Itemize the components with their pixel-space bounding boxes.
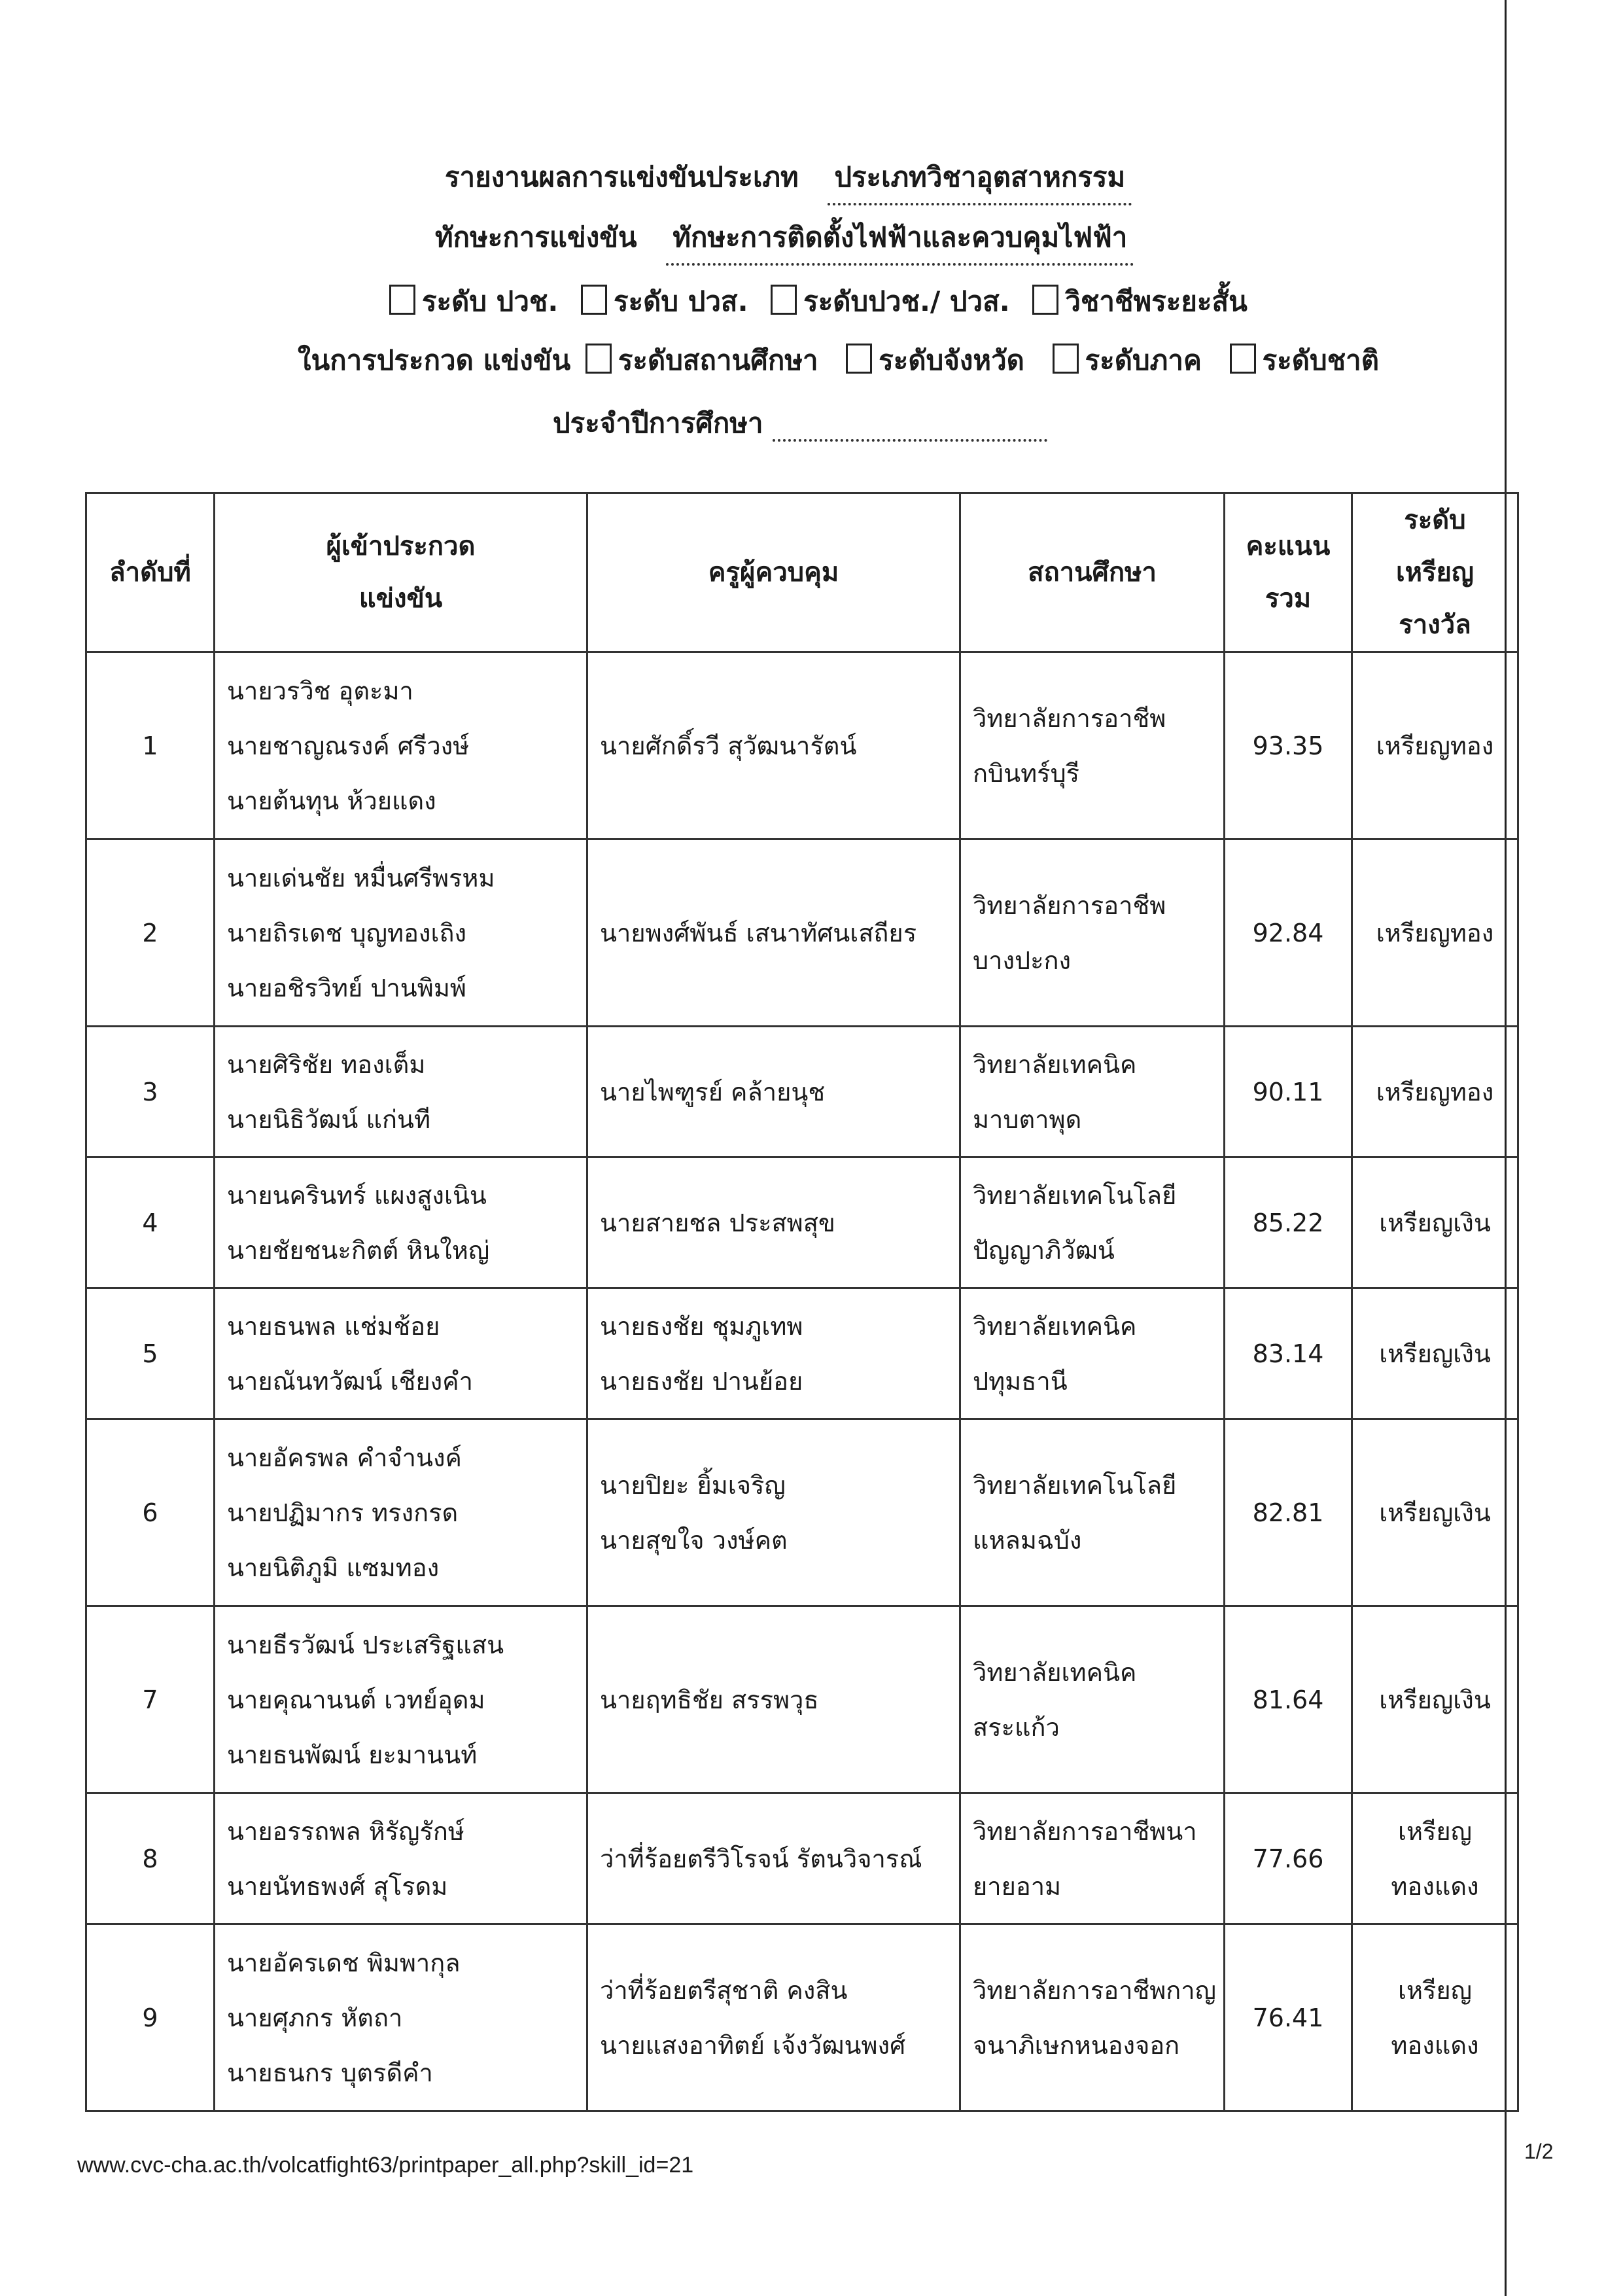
score-cell: 92.84 [1225,839,1352,1027]
level-option: ระดับปวช./ ปวส. [771,285,1010,317]
checkbox-icon [585,344,612,374]
teachers-cell: ว่าที่ร้อยตรีวิโรจน์ รัตนวิจารณ์ [587,1793,960,1924]
medal-cell: เหรียญ ทองแดง [1352,1924,1518,2111]
school-cell: วิทยาลัยการอาชีพนา ยายอาม [960,1793,1225,1924]
year-blank [773,407,1047,442]
school-cell: วิทยาลัยการอาชีพกาญ จนาภิเษกหนองจอก [960,1924,1225,2111]
rank-cell: 2 [86,839,215,1027]
contestants-cell: นายวรวิช อุตะมา นายชาญณรงค์ ศรีวงษ์ นายต้นทุน ห้วยแดง [215,652,587,839]
skill-label: ทักษะการแข่งขัน [435,221,637,253]
score-cell: 81.64 [1225,1606,1352,1793]
contestants-cell: นายนครินทร์ แผงสูงเนิน นายชัยชนะกิตต์ หินใหญ่ [215,1157,587,1288]
competition-label: ในการประกวด แข่งขัน [298,344,571,376]
level-option: ระดับ ปวส. [581,285,748,317]
contestants-cell: นายเด่นชัย หมื่นศรีพรหม นายถิรเดช บุญทองเถิง นายอชิรวิทย์ ปานพิมพ์ [215,839,587,1027]
results-table [85,492,1519,2112]
score-cell: 83.14 [1225,1288,1352,1419]
col-header-medal: ระดับ เหรียญรางวัล [1352,493,1518,652]
medal-cell: เหรียญเงิน [1352,1288,1518,1419]
medal-cell: เหรียญ ทองแดง [1352,1793,1518,1924]
teachers-cell: นายศักดิ์รวี สุวัฒนารัตน์ [587,652,960,839]
rank-cell: 7 [86,1606,215,1793]
competition-option: ระดับชาติ [1225,344,1379,376]
table-row [86,1157,1518,1288]
checkbox-icon [771,285,797,315]
score-cell: 93.35 [1225,652,1352,839]
score-cell: 77.66 [1225,1793,1352,1924]
teachers-cell: นายพงศ์พันธ์ เสนาทัศนเสถียร [587,839,960,1027]
contestants-cell: นายธีรวัฒน์ ประเสริฐแสน นายคุณานนต์ เวทย์อุดม นายธนพัฒน์ ยะมานนท์ [215,1606,587,1793]
medal-cell: เหรียญทอง [1352,652,1518,839]
checkbox-icon [1053,344,1079,374]
medal-cell: เหรียญเงิน [1352,1419,1518,1606]
table-row [86,1027,1518,1157]
competition-options [298,339,1392,382]
contestants-cell: นายอรรถพล หิรัญรักษ์ นายนัทธพงศ์ สุโรดม [215,1793,587,1924]
year-label: ประจำปีการศึกษา [553,407,763,439]
teachers-cell: นายสายชล ประสพสุข [587,1157,960,1288]
medal-cell: เหรียญเงิน [1352,1606,1518,1793]
table-header-row [86,493,1518,652]
col-header-contestants: ผู้เข้าประกวด แข่งขัน [215,493,587,652]
page-number: 1/2 [1524,2140,1554,2163]
col-header-score: คะแนน รวม [1225,493,1352,652]
school-cell: วิทยาลัยเทคโนโลยี ปัญญาภิวัฒน์ [960,1157,1225,1288]
contestants-cell: นายอัครพล คำจำนงค์ นายปฏิมากร ทรงกรด นายนิติภูมิ แซมทอง [215,1419,587,1606]
teachers-cell: นายฤทธิชัย สรรพวุธ [587,1606,960,1793]
rank-cell: 8 [86,1793,215,1924]
score-cell: 76.41 [1225,1924,1352,2111]
category-value: ประเภทวิชาอุตสาหกรรม [828,156,1132,205]
teachers-cell: นายธงชัย ชุมภูเทพ นายธงชัย ปานย้อย [587,1288,960,1419]
competition-option: ระดับจังหวัด [841,344,1024,376]
medal-cell: เหรียญเงิน [1352,1157,1518,1288]
school-cell: วิทยาลัยการอาชีพ กบินทร์บุรี [960,652,1225,839]
medal-cell: เหรียญทอง [1352,1027,1518,1157]
table-row [86,1288,1518,1419]
school-cell: วิทยาลัยเทคโนโลยี แหลมฉบัง [960,1419,1225,1606]
teachers-cell: นายปิยะ ยิ้มเจริญ นายสุขใจ วงษ์คต [587,1419,960,1606]
contestants-cell: นายธนพล แช่มช้อย นายณันทวัฒน์ เชียงคำ [215,1288,587,1419]
competition-option: ระดับสถานศึกษา [580,344,818,376]
table-row [86,1793,1518,1924]
score-cell: 82.81 [1225,1419,1352,1606]
col-header-teachers: ครูผู้ควบคุม [587,493,960,652]
header-line-year [553,402,1047,445]
school-cell: วิทยาลัยเทคนิค สระแก้ว [960,1606,1225,1793]
teachers-cell: ว่าที่ร้อยตรีสุชาติ คงสิน นายแสงอาทิตย์ เจ้งวัฒนพงศ์ [587,1924,960,2111]
rank-cell: 9 [86,1924,215,2111]
teachers-cell: นายไพฑูรย์ คล้ายนุช [587,1027,960,1157]
rank-cell: 5 [86,1288,215,1419]
table-row [86,1924,1518,2111]
checkbox-icon [581,285,607,315]
school-cell: วิทยาลัยเทคนิค ปทุมธานี [960,1288,1225,1419]
score-cell: 90.11 [1225,1027,1352,1157]
table-row [86,1606,1518,1793]
rank-cell: 1 [86,652,215,839]
checkbox-icon [1032,285,1058,315]
checkbox-icon [1230,344,1256,374]
contestants-cell: นายศิริชัย ทองเต็ม นายนิธิวัฒน์ แก่นที [215,1027,587,1157]
score-cell: 85.22 [1225,1157,1352,1288]
skill-value: ทักษะการติดตั้งไฟฟ้าและควบคุมไฟฟ้า [666,216,1134,266]
contestants-cell: นายอัครเดช พิมพากุล นายศุภกร หัตถา นายธนกร บุตรดีคำ [215,1924,587,2111]
col-header-rank: ลำดับที่ [86,493,215,652]
table-row [86,652,1518,839]
level-option: วิชาชีพระยะสั้น [1032,285,1248,317]
footer-url: www.cvc-cha.ac.th/volcatfight63/printpaper_all.php?skill_id=21 [77,2153,694,2178]
table-row [86,1419,1518,1606]
checkbox-icon [846,344,872,374]
medal-cell: เหรียญทอง [1352,839,1518,1027]
table-row [86,839,1518,1027]
school-cell: วิทยาลัยการอาชีพ บางปะกง [960,839,1225,1027]
rank-cell: 3 [86,1027,215,1157]
col-header-school: สถานศึกษา [960,493,1225,652]
rank-cell: 6 [86,1419,215,1606]
header-line-skill [435,216,1134,266]
level-options [389,280,1261,323]
rank-cell: 4 [86,1157,215,1288]
checkbox-icon [389,285,415,315]
competition-option: ระดับภาค [1047,344,1202,376]
level-option: ระดับ ปวช. [389,285,558,317]
header-line-category [445,156,1132,205]
category-label: รายงานผลการแข่งขันประเภท [445,161,799,193]
table-body [86,652,1518,2111]
school-cell: วิทยาลัยเทคนิค มาบตาพุด [960,1027,1225,1157]
